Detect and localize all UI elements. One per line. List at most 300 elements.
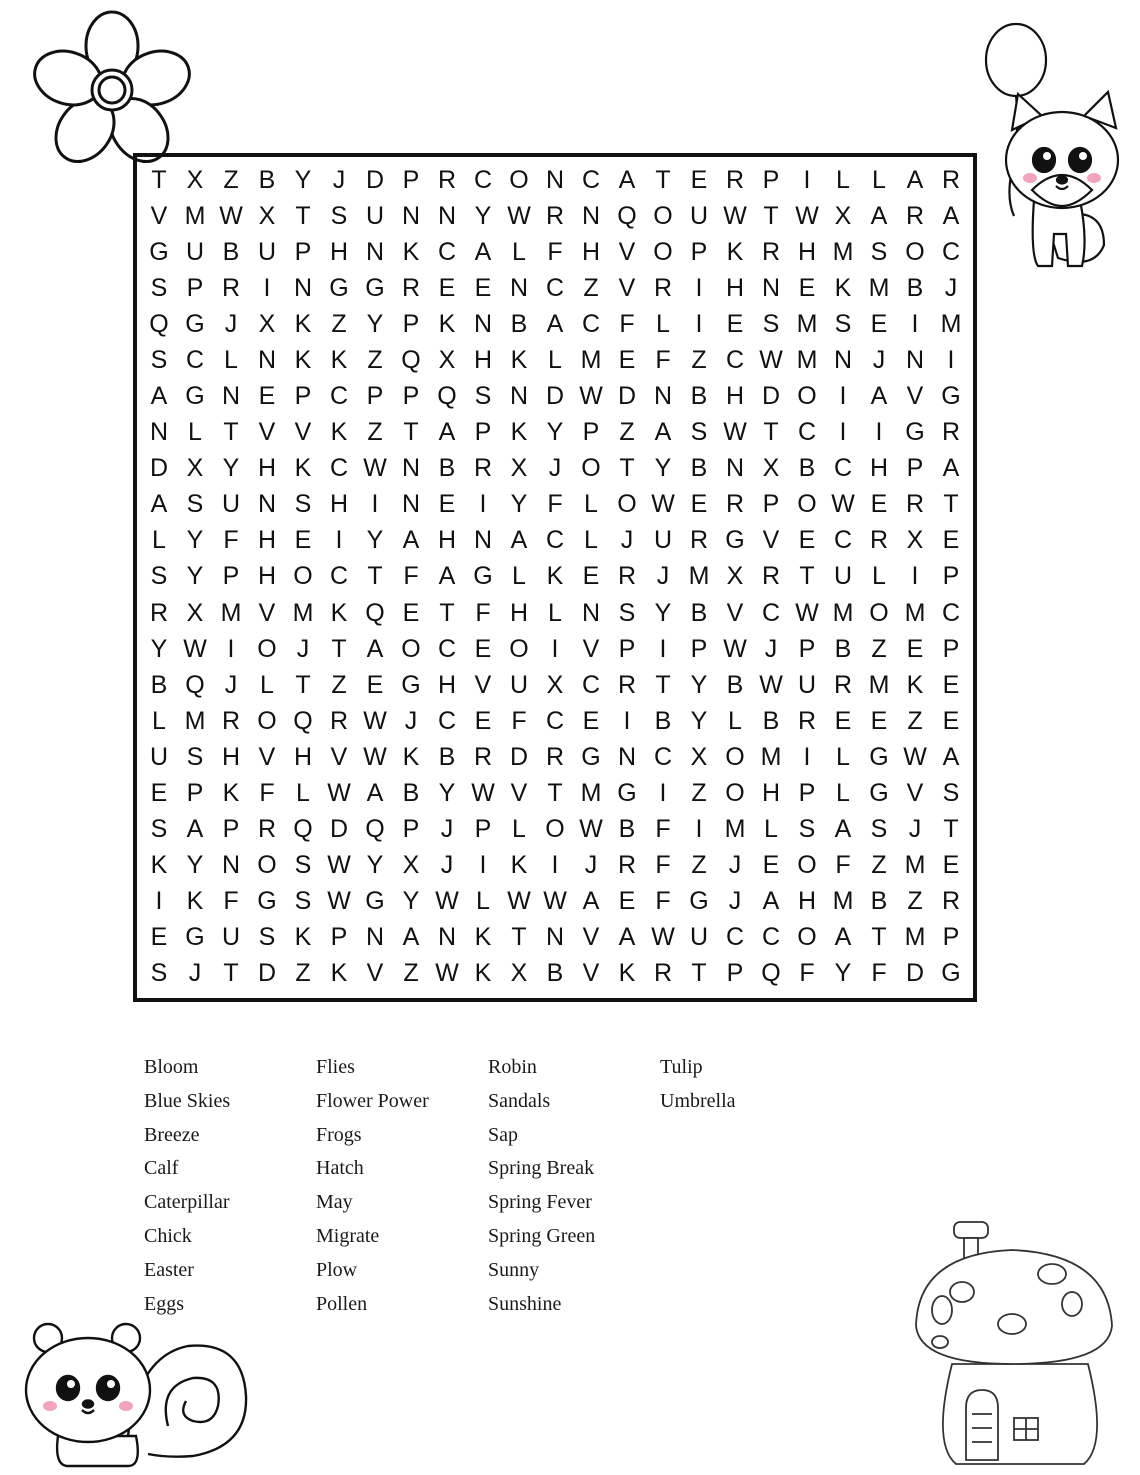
grid-letter[interactable]: D <box>545 382 565 411</box>
grid-letter[interactable]: O <box>401 634 421 663</box>
grid-letter[interactable]: E <box>942 851 960 880</box>
grid-letter[interactable]: M <box>688 562 710 591</box>
grid-letter[interactable]: V <box>258 598 276 627</box>
grid-letter[interactable]: J <box>404 706 418 735</box>
grid-letter[interactable]: L <box>152 706 166 735</box>
grid-letter[interactable]: S <box>294 851 312 880</box>
grid-letter[interactable]: I <box>875 418 883 447</box>
grid-letter[interactable]: E <box>942 706 960 735</box>
grid-letter[interactable]: N <box>653 382 673 411</box>
grid-letter[interactable]: V <box>150 201 168 230</box>
grid-letter[interactable]: W <box>435 959 459 988</box>
grid-letter[interactable]: C <box>761 923 781 952</box>
grid-letter[interactable]: K <box>330 598 348 627</box>
grid-letter[interactable]: M <box>832 598 854 627</box>
grid-letter[interactable]: L <box>224 345 238 374</box>
grid-letter[interactable]: W <box>651 923 675 952</box>
grid-letter[interactable]: I <box>263 273 271 302</box>
grid-letter[interactable]: G <box>257 887 277 916</box>
grid-letter[interactable]: N <box>473 526 493 555</box>
grid-letter[interactable]: W <box>327 779 351 808</box>
grid-letter[interactable]: I <box>695 273 703 302</box>
grid-letter[interactable]: R <box>833 670 853 699</box>
grid-letter[interactable]: R <box>941 418 961 447</box>
grid-letter[interactable]: G <box>941 382 961 411</box>
grid-letter[interactable]: R <box>725 165 745 194</box>
grid-letter[interactable]: I <box>695 815 703 844</box>
grid-letter[interactable]: C <box>329 454 349 483</box>
grid-letter[interactable]: Y <box>474 201 492 230</box>
grid-letter[interactable]: R <box>437 165 457 194</box>
grid-letter[interactable]: Z <box>367 345 383 374</box>
grid-letter[interactable]: V <box>618 273 636 302</box>
grid-letter[interactable]: T <box>655 670 671 699</box>
grid-letter[interactable]: W <box>579 382 603 411</box>
grid-letter[interactable]: T <box>439 598 455 627</box>
grid-letter[interactable]: C <box>329 562 349 591</box>
grid-letter[interactable]: V <box>366 959 384 988</box>
grid-letter[interactable]: Y <box>150 634 168 663</box>
grid-letter[interactable]: V <box>762 526 780 555</box>
grid-letter[interactable]: W <box>507 887 531 916</box>
grid-letter[interactable]: A <box>402 923 420 952</box>
grid-letter[interactable]: W <box>723 201 747 230</box>
grid-letter[interactable]: G <box>365 273 385 302</box>
grid-letter[interactable]: W <box>759 345 783 374</box>
grid-letter[interactable]: W <box>471 779 495 808</box>
grid-letter[interactable]: Y <box>366 309 384 338</box>
grid-letter[interactable]: Q <box>365 598 385 627</box>
grid-letter[interactable]: C <box>941 598 961 627</box>
grid-letter[interactable]: B <box>834 634 852 663</box>
grid-letter[interactable]: C <box>761 598 781 627</box>
grid-letter[interactable]: K <box>294 345 312 374</box>
grid-letter[interactable]: K <box>510 418 528 447</box>
grid-letter[interactable]: D <box>149 454 169 483</box>
grid-letter[interactable]: N <box>617 742 637 771</box>
grid-letter[interactable]: S <box>834 309 852 338</box>
grid-letter[interactable]: J <box>296 634 310 663</box>
grid-letter[interactable]: A <box>438 418 456 447</box>
grid-letter[interactable]: Z <box>871 851 887 880</box>
grid-letter[interactable]: G <box>149 237 169 266</box>
grid-letter[interactable]: A <box>654 418 672 447</box>
grid-letter[interactable]: S <box>150 815 168 844</box>
grid-letter[interactable]: I <box>551 634 559 663</box>
grid-letter[interactable]: O <box>509 634 529 663</box>
grid-letter[interactable]: M <box>292 598 314 627</box>
grid-letter[interactable]: B <box>690 454 708 483</box>
grid-letter[interactable]: C <box>437 634 457 663</box>
grid-letter[interactable]: I <box>371 490 379 519</box>
grid-letter[interactable]: A <box>834 923 852 952</box>
grid-letter[interactable]: B <box>690 598 708 627</box>
grid-letter[interactable]: J <box>224 309 238 338</box>
grid-letter[interactable]: T <box>403 418 419 447</box>
grid-letter[interactable]: P <box>690 237 708 266</box>
grid-letter[interactable]: P <box>618 634 636 663</box>
grid-letter[interactable]: F <box>871 959 887 988</box>
grid-letter[interactable]: O <box>797 490 817 519</box>
grid-letter[interactable]: E <box>258 382 276 411</box>
grid-letter[interactable]: C <box>941 237 961 266</box>
grid-letter[interactable]: P <box>762 490 780 519</box>
grid-letter[interactable]: O <box>797 923 817 952</box>
grid-letter[interactable]: I <box>947 345 955 374</box>
grid-letter[interactable]: K <box>294 923 312 952</box>
grid-letter[interactable]: R <box>545 742 565 771</box>
grid-letter[interactable]: F <box>655 815 671 844</box>
grid-letter[interactable]: I <box>659 779 667 808</box>
grid-letter[interactable]: Z <box>403 959 419 988</box>
grid-letter[interactable]: E <box>942 670 960 699</box>
grid-letter[interactable]: P <box>942 634 960 663</box>
grid-letter[interactable]: N <box>545 923 565 952</box>
grid-letter[interactable]: J <box>764 634 778 663</box>
grid-letter[interactable]: X <box>438 345 456 374</box>
grid-letter[interactable]: W <box>759 670 783 699</box>
grid-letter[interactable]: E <box>870 309 888 338</box>
grid-letter[interactable]: O <box>869 598 889 627</box>
grid-letter[interactable]: G <box>941 959 961 988</box>
grid-letter[interactable]: P <box>402 382 420 411</box>
grid-letter[interactable]: P <box>186 779 204 808</box>
grid-letter[interactable]: D <box>761 382 781 411</box>
grid-letter[interactable]: Y <box>186 562 204 591</box>
grid-letter[interactable]: Q <box>437 382 457 411</box>
grid-letter[interactable]: K <box>726 237 744 266</box>
grid-letter[interactable]: W <box>795 201 819 230</box>
grid-letter[interactable]: E <box>582 562 600 591</box>
grid-letter[interactable]: I <box>659 634 667 663</box>
grid-letter[interactable]: J <box>908 815 922 844</box>
grid-letter[interactable]: Q <box>401 345 421 374</box>
grid-letter[interactable]: P <box>222 562 240 591</box>
grid-letter[interactable]: W <box>219 201 243 230</box>
grid-letter[interactable]: G <box>869 742 889 771</box>
grid-letter[interactable]: S <box>150 345 168 374</box>
grid-letter[interactable]: K <box>402 237 420 266</box>
grid-letter[interactable]: I <box>695 309 703 338</box>
grid-letter[interactable]: E <box>618 887 636 916</box>
grid-letter[interactable]: E <box>618 345 636 374</box>
grid-letter[interactable]: N <box>509 382 529 411</box>
grid-letter[interactable]: B <box>798 454 816 483</box>
grid-letter[interactable]: C <box>437 237 457 266</box>
grid-letter[interactable]: S <box>618 598 636 627</box>
grid-letter[interactable]: Y <box>690 706 708 735</box>
grid-letter[interactable]: N <box>149 418 169 447</box>
grid-letter[interactable]: D <box>329 815 349 844</box>
grid-letter[interactable]: G <box>905 418 925 447</box>
grid-letter[interactable]: H <box>437 526 457 555</box>
grid-letter[interactable]: E <box>438 273 456 302</box>
grid-letter[interactable]: Z <box>331 309 347 338</box>
grid-letter[interactable]: J <box>548 454 562 483</box>
grid-letter[interactable]: W <box>435 887 459 916</box>
grid-letter[interactable]: Y <box>510 490 528 519</box>
grid-letter[interactable]: Q <box>617 201 637 230</box>
grid-letter[interactable]: P <box>474 418 492 447</box>
grid-letter[interactable]: V <box>906 779 924 808</box>
grid-letter[interactable]: R <box>545 201 565 230</box>
grid-letter[interactable]: B <box>546 959 564 988</box>
grid-letter[interactable]: J <box>656 562 670 591</box>
grid-letter[interactable]: V <box>510 779 528 808</box>
grid-letter[interactable]: V <box>726 598 744 627</box>
grid-letter[interactable]: R <box>329 706 349 735</box>
grid-letter[interactable]: T <box>511 923 527 952</box>
grid-letter[interactable]: P <box>906 454 924 483</box>
grid-letter[interactable]: L <box>512 562 526 591</box>
grid-letter[interactable]: L <box>296 779 310 808</box>
grid-letter[interactable]: W <box>327 887 351 916</box>
grid-letter[interactable]: O <box>581 454 601 483</box>
grid-letter[interactable]: I <box>911 309 919 338</box>
grid-letter[interactable]: N <box>257 490 277 519</box>
grid-letter[interactable]: O <box>545 815 565 844</box>
grid-letter[interactable]: I <box>335 526 343 555</box>
grid-letter[interactable]: E <box>798 273 816 302</box>
grid-letter[interactable]: A <box>546 309 564 338</box>
grid-letter[interactable]: P <box>402 165 420 194</box>
grid-letter[interactable]: H <box>437 670 457 699</box>
grid-letter[interactable]: P <box>942 923 960 952</box>
grid-letter[interactable]: O <box>617 490 637 519</box>
grid-letter[interactable]: R <box>617 670 637 699</box>
grid-letter[interactable]: K <box>150 851 168 880</box>
grid-letter[interactable]: J <box>728 851 742 880</box>
grid-letter[interactable]: W <box>903 742 927 771</box>
grid-letter[interactable]: X <box>906 526 924 555</box>
grid-letter[interactable]: J <box>440 815 454 844</box>
grid-letter[interactable]: S <box>798 815 816 844</box>
grid-letter[interactable]: H <box>293 742 313 771</box>
grid-letter[interactable]: G <box>581 742 601 771</box>
grid-letter[interactable]: D <box>365 165 385 194</box>
grid-letter[interactable]: C <box>185 345 205 374</box>
grid-letter[interactable]: C <box>437 706 457 735</box>
grid-letter[interactable]: F <box>619 309 635 338</box>
grid-letter[interactable]: Z <box>619 418 635 447</box>
grid-letter[interactable]: F <box>475 598 491 627</box>
grid-letter[interactable]: Y <box>834 959 852 988</box>
grid-letter[interactable]: M <box>760 742 782 771</box>
grid-letter[interactable]: A <box>582 887 600 916</box>
grid-letter[interactable]: W <box>543 887 567 916</box>
grid-letter[interactable]: C <box>833 526 853 555</box>
grid-letter[interactable]: G <box>617 779 637 808</box>
grid-letter[interactable]: C <box>725 345 745 374</box>
grid-letter[interactable]: M <box>220 598 242 627</box>
grid-letter[interactable]: R <box>905 490 925 519</box>
grid-letter[interactable]: E <box>798 526 816 555</box>
grid-letter[interactable]: S <box>186 742 204 771</box>
grid-letter[interactable]: A <box>618 165 636 194</box>
grid-letter[interactable]: R <box>797 706 817 735</box>
grid-letter[interactable]: T <box>691 959 707 988</box>
grid-letter[interactable]: E <box>726 309 744 338</box>
grid-letter[interactable]: R <box>149 598 169 627</box>
grid-letter[interactable]: Q <box>149 309 169 338</box>
grid-letter[interactable]: I <box>911 562 919 591</box>
grid-letter[interactable]: F <box>547 237 563 266</box>
grid-letter[interactable]: S <box>150 273 168 302</box>
grid-letter[interactable]: P <box>294 382 312 411</box>
grid-letter[interactable]: R <box>869 526 889 555</box>
grid-letter[interactable]: K <box>834 273 852 302</box>
grid-letter[interactable]: Y <box>438 779 456 808</box>
grid-letter[interactable]: W <box>183 634 207 663</box>
grid-letter[interactable]: K <box>186 887 204 916</box>
grid-letter[interactable]: F <box>223 887 239 916</box>
grid-letter[interactable]: C <box>581 670 601 699</box>
grid-letter[interactable]: X <box>510 454 528 483</box>
grid-letter[interactable]: N <box>437 923 457 952</box>
grid-letter[interactable]: M <box>796 345 818 374</box>
grid-letter[interactable]: Y <box>690 670 708 699</box>
grid-letter[interactable]: A <box>762 887 780 916</box>
grid-letter[interactable]: V <box>582 634 600 663</box>
grid-letter[interactable]: O <box>797 851 817 880</box>
grid-letter[interactable]: E <box>690 490 708 519</box>
grid-letter[interactable]: I <box>479 851 487 880</box>
grid-letter[interactable]: Y <box>546 418 564 447</box>
grid-letter[interactable]: P <box>942 562 960 591</box>
grid-letter[interactable]: M <box>184 201 206 230</box>
grid-letter[interactable]: U <box>653 526 673 555</box>
grid-letter[interactable]: F <box>799 959 815 988</box>
grid-letter[interactable]: R <box>905 201 925 230</box>
grid-letter[interactable]: A <box>366 779 384 808</box>
grid-letter[interactable]: T <box>151 165 167 194</box>
grid-letter[interactable]: B <box>654 706 672 735</box>
grid-letter[interactable]: J <box>332 165 346 194</box>
grid-letter[interactable]: G <box>689 887 709 916</box>
grid-letter[interactable]: Y <box>402 887 420 916</box>
grid-letter[interactable]: B <box>258 165 276 194</box>
grid-letter[interactable]: U <box>221 490 241 519</box>
grid-letter[interactable]: O <box>257 706 277 735</box>
grid-letter[interactable]: T <box>943 490 959 519</box>
grid-letter[interactable]: K <box>906 670 924 699</box>
grid-letter[interactable]: H <box>257 562 277 591</box>
grid-letter[interactable]: A <box>942 201 960 230</box>
grid-letter[interactable]: F <box>655 887 671 916</box>
grid-letter[interactable]: K <box>474 923 492 952</box>
grid-letter[interactable]: H <box>869 454 889 483</box>
grid-letter[interactable]: Y <box>366 526 384 555</box>
grid-letter[interactable]: C <box>545 706 565 735</box>
grid-letter[interactable]: P <box>186 273 204 302</box>
grid-letter[interactable]: S <box>186 490 204 519</box>
grid-letter[interactable]: H <box>257 526 277 555</box>
grid-letter[interactable]: P <box>222 815 240 844</box>
grid-letter[interactable]: S <box>150 959 168 988</box>
grid-letter[interactable]: R <box>689 526 709 555</box>
grid-letter[interactable]: J <box>944 273 958 302</box>
grid-letter[interactable]: W <box>363 454 387 483</box>
grid-letter[interactable]: A <box>366 634 384 663</box>
grid-letter[interactable]: K <box>438 309 456 338</box>
grid-letter[interactable]: A <box>618 923 636 952</box>
grid-letter[interactable]: W <box>651 490 675 519</box>
grid-letter[interactable]: K <box>474 959 492 988</box>
grid-letter[interactable]: O <box>905 237 925 266</box>
grid-letter[interactable]: H <box>761 779 781 808</box>
grid-letter[interactable]: B <box>222 237 240 266</box>
grid-letter[interactable]: K <box>402 742 420 771</box>
grid-letter[interactable]: N <box>293 273 313 302</box>
grid-letter[interactable]: Z <box>691 779 707 808</box>
grid-letter[interactable]: K <box>294 309 312 338</box>
grid-letter[interactable]: T <box>367 562 383 591</box>
grid-letter[interactable]: L <box>872 562 886 591</box>
grid-letter[interactable]: R <box>725 490 745 519</box>
grid-letter[interactable]: L <box>584 490 598 519</box>
grid-letter[interactable]: O <box>725 742 745 771</box>
grid-letter[interactable]: Z <box>367 418 383 447</box>
grid-letter[interactable]: B <box>618 815 636 844</box>
grid-letter[interactable]: T <box>331 634 347 663</box>
grid-letter[interactable]: N <box>365 923 385 952</box>
grid-letter[interactable]: G <box>473 562 493 591</box>
grid-letter[interactable]: U <box>257 237 277 266</box>
grid-letter[interactable]: L <box>872 165 886 194</box>
grid-letter[interactable]: N <box>545 165 565 194</box>
grid-letter[interactable]: P <box>294 237 312 266</box>
grid-letter[interactable]: X <box>834 201 852 230</box>
grid-letter[interactable]: O <box>797 382 817 411</box>
grid-letter[interactable]: C <box>545 526 565 555</box>
grid-letter[interactable]: L <box>584 526 598 555</box>
grid-letter[interactable]: J <box>872 345 886 374</box>
grid-letter[interactable]: O <box>257 851 277 880</box>
grid-letter[interactable]: S <box>942 779 960 808</box>
grid-letter[interactable]: P <box>690 634 708 663</box>
grid-letter[interactable]: I <box>479 490 487 519</box>
grid-letter[interactable]: K <box>510 851 528 880</box>
grid-letter[interactable]: P <box>762 165 780 194</box>
grid-letter[interactable]: B <box>690 382 708 411</box>
grid-letter[interactable]: I <box>155 887 163 916</box>
grid-letter[interactable]: A <box>474 237 492 266</box>
grid-letter[interactable]: H <box>221 742 241 771</box>
grid-letter[interactable]: L <box>728 706 742 735</box>
grid-letter[interactable]: K <box>510 345 528 374</box>
grid-letter[interactable]: X <box>186 165 204 194</box>
grid-letter[interactable]: X <box>258 309 276 338</box>
grid-letter[interactable]: X <box>402 851 420 880</box>
grid-letter[interactable]: C <box>797 418 817 447</box>
grid-letter[interactable]: A <box>942 454 960 483</box>
grid-letter[interactable]: F <box>655 345 671 374</box>
grid-letter[interactable]: L <box>512 237 526 266</box>
grid-letter[interactable]: G <box>185 309 205 338</box>
grid-letter[interactable]: E <box>690 165 708 194</box>
grid-letter[interactable]: Z <box>223 165 239 194</box>
grid-letter[interactable]: W <box>579 815 603 844</box>
grid-letter[interactable]: E <box>402 598 420 627</box>
grid-letter[interactable]: M <box>832 237 854 266</box>
grid-letter[interactable]: I <box>839 418 847 447</box>
grid-letter[interactable]: P <box>402 815 420 844</box>
grid-letter[interactable]: R <box>401 273 421 302</box>
grid-letter[interactable]: M <box>832 887 854 916</box>
grid-letter[interactable]: Z <box>907 887 923 916</box>
grid-letter[interactable]: A <box>402 526 420 555</box>
grid-letter[interactable]: E <box>870 490 888 519</box>
